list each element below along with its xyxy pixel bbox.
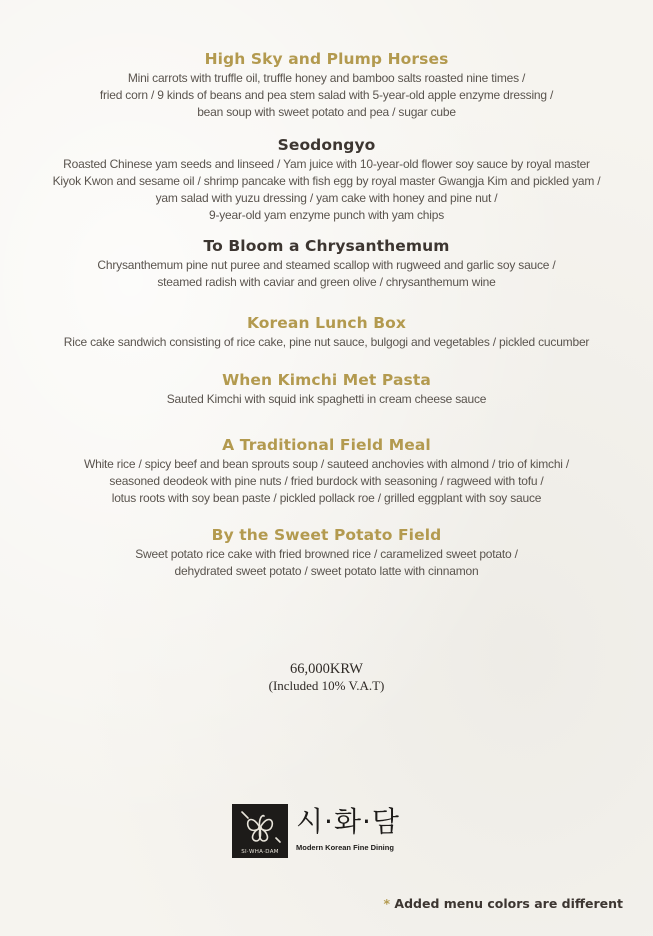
course-title: By the Sweet Potato Field bbox=[211, 526, 442, 544]
course-title: Seodongyo bbox=[277, 136, 376, 154]
course-line: Mini carrots with truffle oil, truffle honey and bamboo salts roasted nine times / bbox=[127, 71, 526, 85]
course-kimchi-pasta bbox=[0, 369, 653, 434]
course-description bbox=[0, 456, 653, 507]
logo-emblem bbox=[232, 804, 288, 858]
course-line: White rice / spicy beef and bean sprouts soup / sauteed anchovies with almond / trio of kimchi / bbox=[83, 457, 570, 471]
course-line: 9-year-old yam enzyme punch with yam chips bbox=[208, 208, 445, 222]
course-title: Korean Lunch Box bbox=[246, 314, 407, 332]
course-seodongyo bbox=[0, 134, 653, 235]
logo-korean-name: 시·화·담 bbox=[296, 805, 400, 838]
price-amount: 66,000KRW bbox=[290, 661, 363, 677]
footnote bbox=[383, 896, 623, 911]
course-line: steamed radish with caviar and green olive / chrysanthemum wine bbox=[157, 275, 496, 289]
course-title: A Traditional Field Meal bbox=[222, 436, 431, 454]
logo-english-name: SI·WHA·DAM bbox=[241, 849, 279, 855]
course-line: Rice cake sandwich consisting of rice cake, pine nut sauce, bulgogi and vegetables / pickled cucumber bbox=[63, 335, 590, 349]
course-title: High Sky and Plump Horses bbox=[204, 50, 449, 68]
course-line: lotus roots with soy bean paste / pickled pollack roe / grilled eggplant with soy sauce bbox=[111, 491, 542, 505]
course-sweet-potato bbox=[0, 524, 653, 584]
course-high-sky bbox=[0, 48, 653, 134]
course-description bbox=[0, 391, 653, 408]
course-description bbox=[0, 156, 653, 224]
footnote-asterisk: * bbox=[383, 896, 391, 911]
menu-list bbox=[0, 48, 653, 584]
course-field-meal bbox=[0, 434, 653, 524]
restaurant-logo bbox=[232, 804, 432, 860]
course-line: bean soup with sweet potato and pea / sugar cube bbox=[197, 105, 456, 119]
course-lunch-box bbox=[0, 312, 653, 369]
footnote-text: Added menu colors are different bbox=[394, 896, 623, 911]
course-line: Chrysanthemum pine nut puree and steamed scallop with rugweed and garlic soy sauce / bbox=[97, 258, 556, 272]
course-title: To Bloom a Chrysanthemum bbox=[203, 237, 450, 255]
course-line: yam salad with yuzu dressing / yam cake with honey and pine nut / bbox=[155, 191, 498, 205]
course-line: Sweet potato rice cake with fried browned rice / caramelized sweet potato / bbox=[135, 547, 518, 561]
course-description bbox=[0, 334, 653, 351]
course-description bbox=[0, 70, 653, 121]
course-line: Roasted Chinese yam seeds and linseed / Yam juice with 10-year-old flower soy sauce by royal master bbox=[63, 157, 590, 171]
course-line: seasoned deodeok with pine nuts / fried burdock with seasoning / ragweed with tofu / bbox=[109, 474, 544, 488]
price-block bbox=[0, 660, 653, 694]
course-description bbox=[0, 546, 653, 580]
course-description bbox=[0, 257, 653, 291]
course-line: Kiyok Kwon and sesame oil / shrimp pancake with fish egg by royal master Gwangja Kim and pickled yam / bbox=[52, 174, 601, 188]
course-chrysanthemum bbox=[0, 235, 653, 312]
logo-tagline: Modern Korean Fine Dining bbox=[296, 843, 394, 852]
course-title: When Kimchi Met Pasta bbox=[222, 371, 431, 389]
course-line: Sauted Kimchi with squid ink spaghetti in cream cheese sauce bbox=[166, 392, 487, 406]
course-line: fried corn / 9 kinds of beans and pea stem salad with 5-year-old apple enzyme dressing / bbox=[99, 88, 554, 102]
course-line: dehydrated sweet potato / sweet potato latte with cinnamon bbox=[174, 564, 479, 578]
price-vat-note: (Included 10% V.A.T) bbox=[268, 678, 385, 693]
